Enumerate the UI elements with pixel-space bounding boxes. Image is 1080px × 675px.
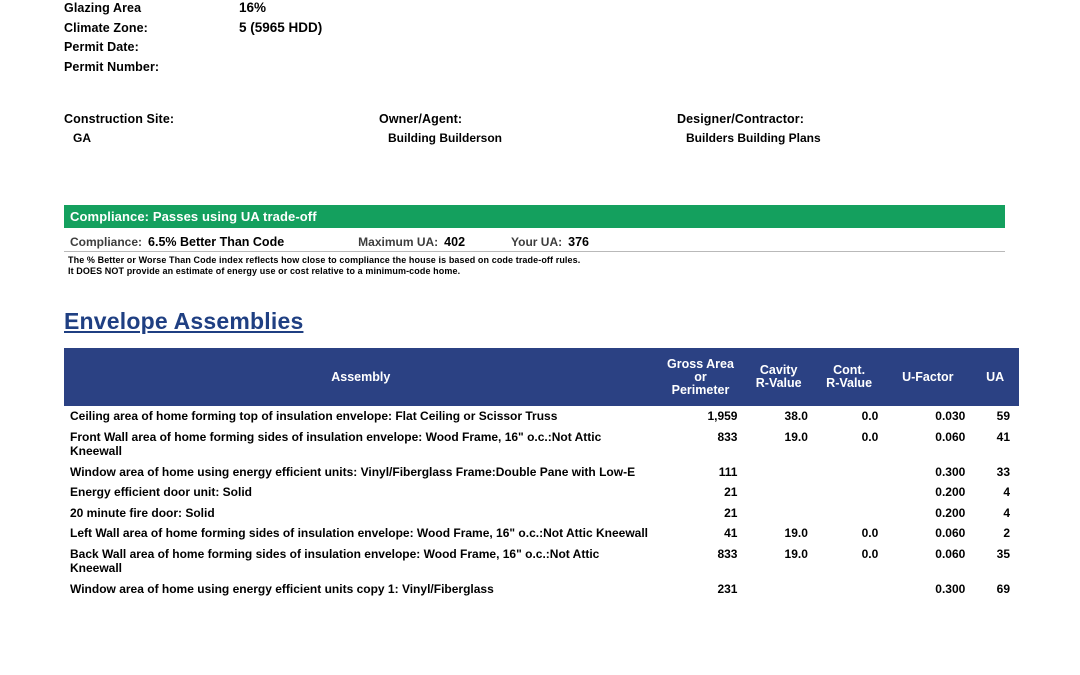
compliance-detail-row — [64, 232, 1005, 252]
column-header-line: Cont. — [833, 363, 866, 377]
cell-cavity — [743, 482, 813, 503]
contact-designer-contractor — [677, 112, 1007, 145]
cell-cont — [814, 503, 884, 524]
column-header-line: or — [694, 369, 707, 384]
cell-area: 21 — [724, 505, 738, 520]
table-header-row — [64, 348, 1019, 406]
cell-cont: 0.0 — [861, 429, 879, 444]
cell-cavity — [743, 579, 813, 600]
cell-area: 833 — [717, 429, 738, 444]
summary-label: Climate Zone: — [64, 21, 148, 35]
cell-ua: 4 — [1003, 485, 1010, 499]
cell-ua: 35 — [996, 546, 1010, 561]
column-header-line: R-Value — [826, 376, 873, 390]
cell-assembly: 20 minute fire door: Solid — [70, 505, 215, 520]
column-header-line: R-Value — [755, 376, 802, 390]
column-header-u-factor: U-Factor — [884, 348, 971, 406]
contact-construction-site — [64, 112, 379, 145]
table-row — [64, 579, 1019, 600]
summary-row — [64, 40, 624, 60]
column-header-line: Gross Area — [667, 356, 734, 371]
summary-value: 16% — [239, 0, 267, 15]
cell-ufactor: 0.200 — [935, 505, 966, 520]
table-row — [64, 503, 1019, 524]
compliance-note-line-1: The % Better or Worse Than Code index reflects how close to compliance the house is based on code trade-off rules. — [68, 255, 581, 265]
cell-cont: 0.0 — [861, 526, 879, 540]
contact-value: Building Builderson — [388, 131, 502, 145]
column-header-assembly: Assembly — [64, 348, 658, 406]
table-row — [64, 482, 1019, 503]
cell-area: 1,959 — [707, 409, 738, 423]
cell-area: 41 — [724, 526, 738, 540]
cell-ua: 4 — [1003, 505, 1010, 520]
cell-ufactor: 0.200 — [935, 485, 966, 499]
maximum-ua-label: Maximum UA: — [358, 234, 439, 249]
project-summary — [64, 0, 624, 80]
cell-cavity: 19.0 — [784, 526, 808, 540]
maximum-ua-value: 402 — [444, 234, 466, 249]
cell-area: 21 — [724, 485, 738, 499]
compliance-banner — [64, 205, 1005, 228]
summary-row — [64, 20, 624, 40]
cell-ufactor: 0.060 — [935, 546, 966, 561]
summary-value: 5 (5965 HDD) — [239, 20, 323, 35]
cell-cont — [814, 579, 884, 600]
cell-ua: 59 — [996, 409, 1010, 423]
cell-ufactor: 0.060 — [935, 429, 966, 444]
cell-cont: 0.0 — [861, 409, 879, 423]
contact-title: Owner/Agent: — [379, 112, 463, 126]
cell-cavity — [743, 462, 813, 483]
cell-assembly: Ceiling area of home forming top of insulation envelope: Flat Ceiling or Scissor Truss — [70, 409, 558, 423]
table-row — [64, 462, 1019, 483]
page-title: Envelope Assemblies — [64, 308, 304, 334]
compliance-banner-text: Compliance: Passes using UA trade-off — [70, 209, 317, 224]
contact-value: Builders Building Plans — [686, 131, 821, 145]
contact-owner-agent — [379, 112, 677, 145]
contacts-section — [64, 112, 1014, 145]
your-ua-label: Your UA: — [511, 234, 563, 249]
table-row — [64, 544, 1019, 579]
summary-label: Permit Number: — [64, 60, 160, 74]
cell-assembly: Energy efficient door unit: Solid — [70, 485, 253, 499]
cell-ufactor: 0.300 — [935, 581, 966, 596]
summary-label: Permit Date: — [64, 40, 139, 54]
your-ua-value: 376 — [568, 234, 589, 249]
summary-row — [64, 60, 624, 80]
cell-ufactor: 0.060 — [935, 526, 966, 540]
column-header-gross-area — [658, 348, 744, 406]
cell-assembly: Window area of home using energy efficient units: Vinyl/Fiberglass Frame:Double Pane with Low-E — [70, 464, 636, 479]
cell-area: 231 — [717, 581, 738, 596]
cell-cavity: 38.0 — [784, 409, 808, 423]
cell-cont: 0.0 — [861, 546, 879, 561]
cell-assembly: Front Wall area of home forming sides of insulation envelope: Wood Frame, 16" o.c.:Not Attic Kneewall — [70, 429, 602, 458]
contact-title: Designer/Contractor: — [677, 112, 805, 126]
cell-ua: 33 — [996, 464, 1010, 479]
table-row — [64, 523, 1019, 544]
contact-title: Construction Site: — [64, 112, 175, 126]
column-header-ua: UA — [971, 348, 1019, 406]
envelope-assemblies-table — [64, 348, 1019, 599]
compliance-label: Compliance: — [70, 234, 143, 249]
table-row — [64, 406, 1019, 427]
cell-area: 111 — [718, 464, 738, 479]
cell-ua: 41 — [996, 429, 1010, 444]
summary-row — [64, 0, 624, 20]
contact-value: GA — [73, 131, 91, 145]
table-row — [64, 427, 1019, 462]
cell-area: 833 — [717, 546, 738, 561]
cell-ua: 2 — [1003, 526, 1010, 540]
cell-cavity: 19.0 — [784, 546, 808, 561]
column-header-line: Cavity — [759, 363, 798, 377]
cell-assembly: Left Wall area of home forming sides of insulation envelope: Wood Frame, 16" o.c.:Not Attic Kneewall — [70, 526, 648, 540]
cell-cavity — [743, 503, 813, 524]
column-header-line: Perimeter — [671, 382, 730, 397]
column-header-cavity-r-value — [743, 348, 813, 406]
compliance-note — [68, 255, 868, 277]
column-header-cont-r-value — [814, 348, 884, 406]
cell-assembly: Window area of home using energy efficient units copy 1: Vinyl/Fiberglass — [70, 581, 494, 596]
compliance-value: 6.5% Better Than Code — [148, 234, 285, 249]
cell-cavity: 19.0 — [784, 429, 808, 444]
cell-cont — [814, 462, 884, 483]
compliance-note-line-2: It DOES NOT provide an estimate of energy use or cost relative to a minimum-code home. — [68, 266, 461, 276]
cell-ua: 69 — [996, 581, 1010, 596]
summary-label: Glazing Area — [64, 1, 142, 15]
cell-ufactor: 0.030 — [935, 409, 966, 423]
table-body — [64, 406, 1019, 599]
cell-ufactor: 0.300 — [935, 464, 966, 479]
cell-assembly: Back Wall area of home forming sides of insulation envelope: Wood Frame, 16" o.c.:Not Attic Kneewall — [70, 546, 600, 575]
cell-cont — [814, 482, 884, 503]
